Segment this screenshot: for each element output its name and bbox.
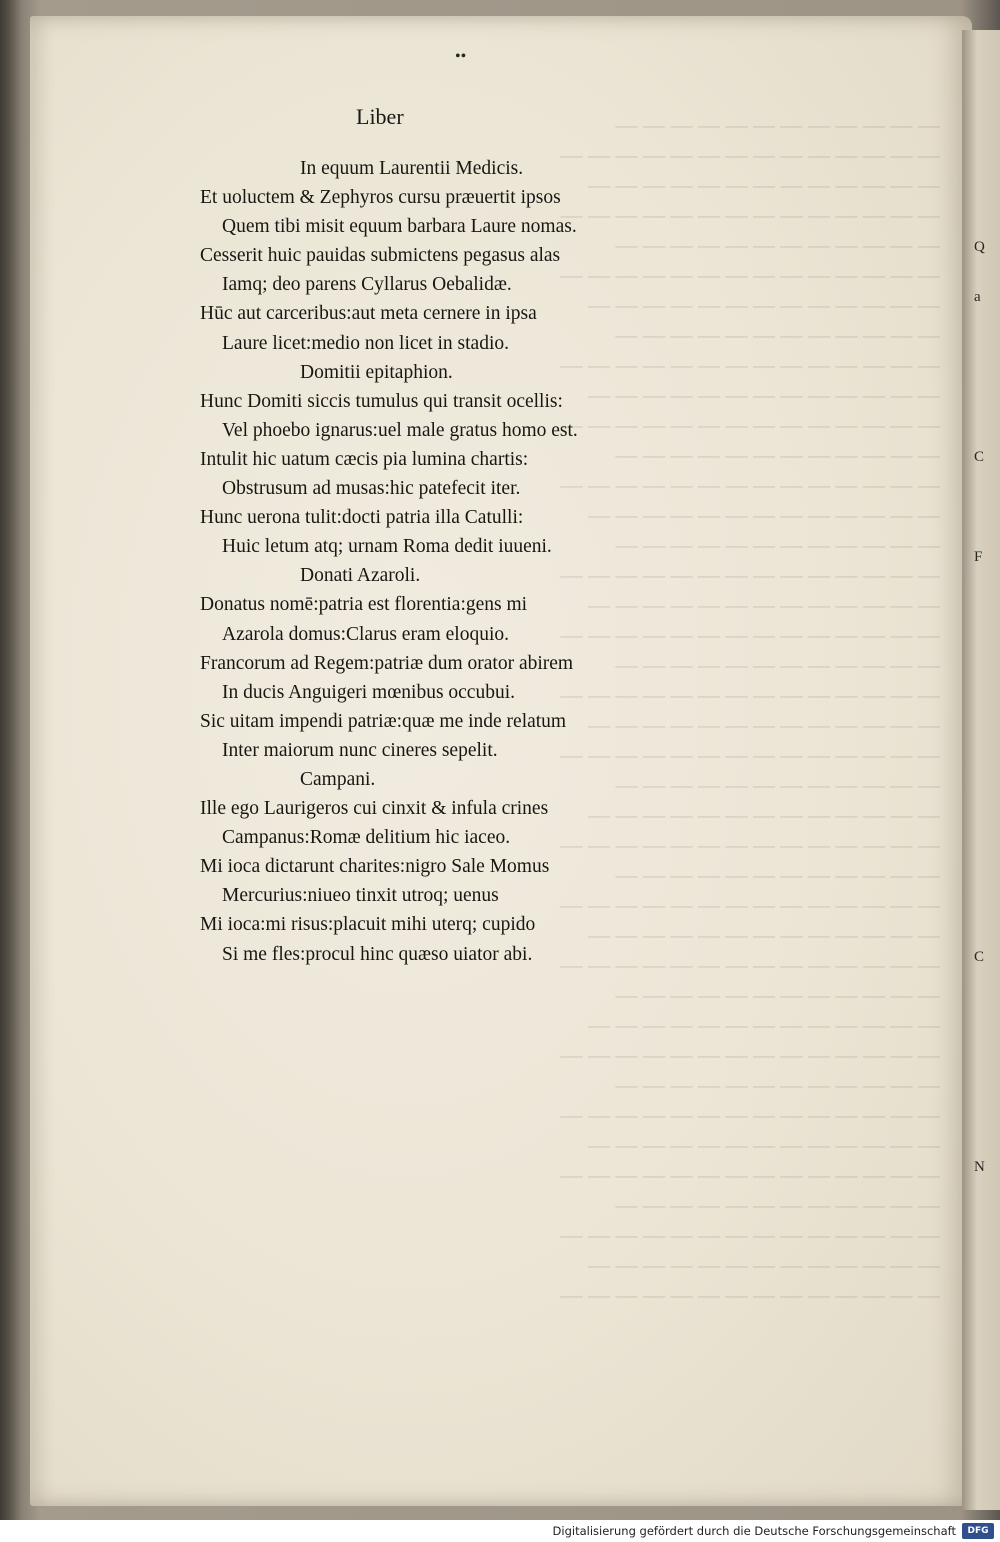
verse-line: Hunc uerona tulit:docti patria illa Catulli: xyxy=(200,507,524,529)
verse-line: Donatus nomē:patria est florentia:gens mi xyxy=(200,594,528,616)
verse-line: Obstrusum ad musas:hic patefecit iter. xyxy=(222,478,521,500)
printer-mark: •• xyxy=(455,48,467,65)
verse-line: In ducis Anguigeri mœnibus occubui. xyxy=(222,681,516,703)
show-through-reverse-text: — — — — — — — — — — — — — — — — — — — — — — — — — — — — — — — — — — — — — — — — — — — — — — — — — — — — — — — — — — — — — — — — — — — — — — — — — — — — — — — — — — — — — — — — — — — — — — — — — — — — — — — — — — — — — — — — — — — — — — — — — — — — — — — — — — — — — — — — — — — — — — — — — — — — — — — — — — — — — — — — — — — — — — — — — — — — — — — — — — — — — — — — — — — — — — — — — — — — — — — — — — — — — — — — — — — — — — — — — — — — — — — — — — — — — — — — — — — — — — — — — — — — — — — — — — — — — — — — — — — — — — — — — — — — — — — — — — — — — — — — — — — — — — — — — — — — — — — — — — — — — — — — — — — — — — — — — — — — — — — — — — — — — — — — — — — — — — — — — — — — — — — — — — — — — — — — — — — — — — — — — — — — — — — — — — — — — — — — — — — — — — — — — — — — — — — — — — — — — — — — — — — — — — — — — — — — — — — — — — — — — — — — — — — — — — — — — — — — — — — — — — — — — — — — — — — — — — — — — — — — — — — — — — — — — — — — — — — — — — — — — — — — — — — — — — — — — — — — — — — — — — — — — — — — — — — — — — — — — — — — — — — — — — — xyxy=(560,112,940,1307)
section-heading: Campani. xyxy=(300,768,376,790)
section-heading: Donati Azaroli. xyxy=(300,565,421,587)
verse-line: Mi ioca dictarunt charites:nigro Sale Momus xyxy=(200,856,550,878)
verse-line: Mi ioca:mi risus:placuit mihi uterq; cupido xyxy=(200,914,536,936)
section-heading: In equum Laurentii Medicis. xyxy=(300,158,524,179)
digitization-footer xyxy=(0,1520,1000,1542)
verse-line: Huic letum atq; urnam Roma dedit iuueni. xyxy=(222,536,552,558)
verse-line: Quem tibi misit equum barbara Laure nomas. xyxy=(222,216,577,238)
verse-line: Iamq; deo parens Cyllarus Oebalidæ. xyxy=(222,274,512,296)
verse-line: Campanus:Romæ delitium hic iaceo. xyxy=(222,827,511,849)
footer-credit: Digitalisierung gefördert durch die Deutsche Forschungsgemeinschaft xyxy=(552,1524,956,1538)
verse-line: Intulit hic uatum cæcis pia lumina chartis: xyxy=(200,448,529,470)
verse-line: Laure licet:medio non licet in stadio. xyxy=(222,332,509,354)
facing-page-edge: Q a C F C N xyxy=(962,30,1000,1510)
verse-line: Francorum ad Regem:patriæ dum orator abirem xyxy=(200,652,574,674)
verse-line: Sic uitam impendi patriæ:quæ me inde relatum xyxy=(200,710,567,732)
verse-line: Azarola domus:Clarus eram eloquio. xyxy=(222,623,510,645)
dfg-logo: DFG xyxy=(962,1523,994,1539)
poem-text-block xyxy=(200,154,630,969)
verse-line: Ille ego Laurigeros cui cinxit & infula crines xyxy=(200,798,549,820)
verse-line: Et uoluctem & Zephyros cursu præuertit ipsos xyxy=(200,187,561,209)
verse-line: Cesserit huic pauidas submictens pegasus alas xyxy=(200,245,561,267)
verse-line: Hunc Domiti siccis tumulus qui transit ocellis: xyxy=(200,390,563,412)
verse-line: Hūc aut carceribus:aut meta cernere in ipsa xyxy=(200,303,537,325)
verse-line: Mercurius:niueo tinxit utroq; uenus xyxy=(222,885,499,907)
section-heading: Domitii epitaphion. xyxy=(300,361,453,383)
verse-line: Inter maiorum nunc cineres sepelit. xyxy=(222,739,498,761)
verse-line: Si me fles:procul hinc quæso uiator abi. xyxy=(222,943,533,965)
verse-line: Vel phoebo ignarus:uel male gratus homo est. xyxy=(222,419,578,441)
running-head: Liber xyxy=(356,104,404,129)
